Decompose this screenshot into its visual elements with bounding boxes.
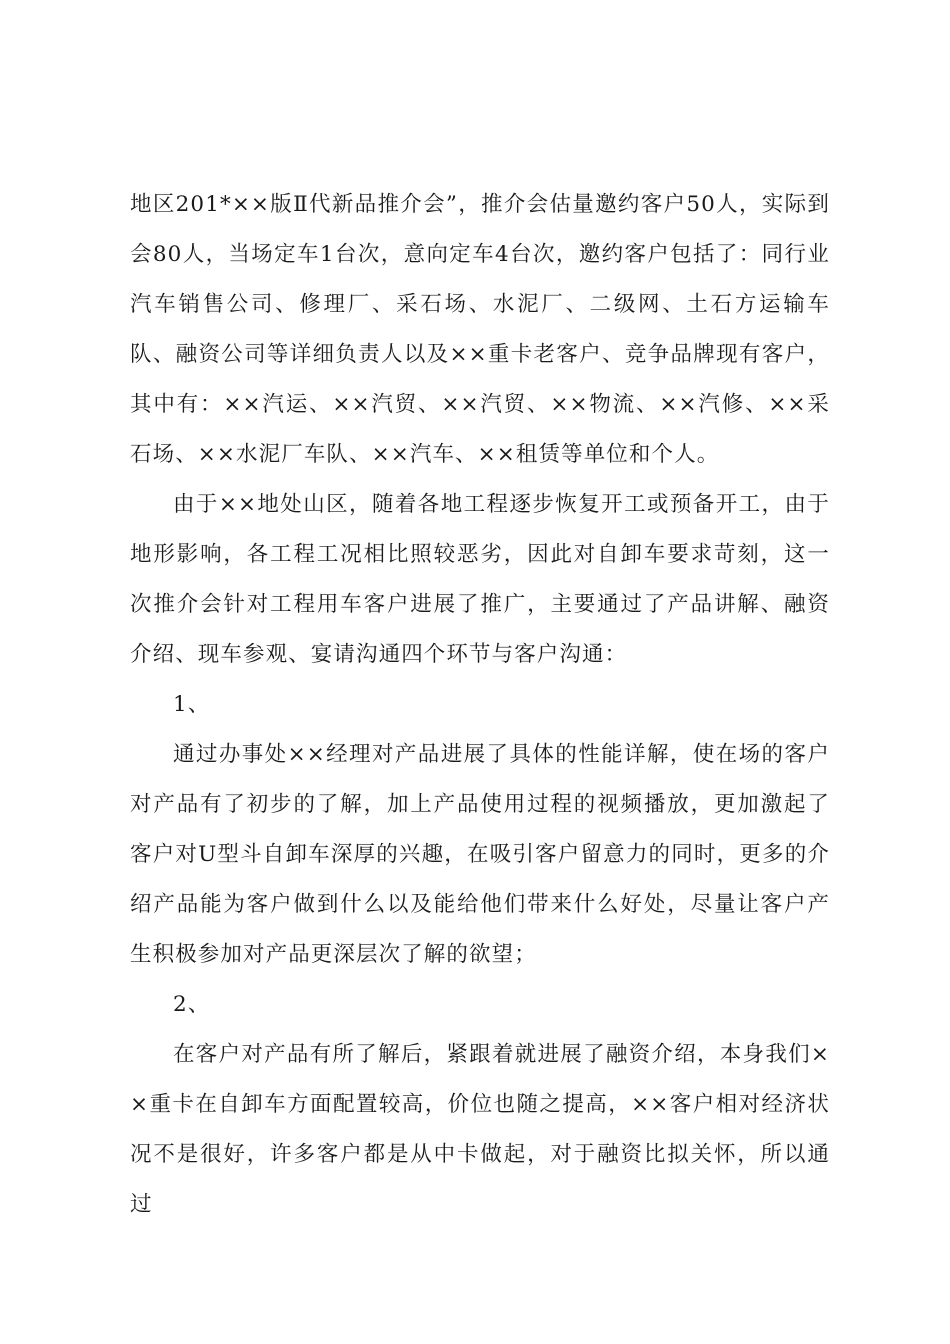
paragraph-event-background: 由于××地处山区，随着各地工程逐步恢复开工或预备开工，由于地形影响，各工程工况相比照较恶劣，因此对自卸车要求苛刻，这一次推介会针对工程用车客户进展了推广，主要通过了产品讲解、融资介绍、现车参观、宴请沟通四个环节与客户沟通： bbox=[130, 492, 830, 667]
paragraph-product-explanation: 通过办事处××经理对产品进展了具体的性能详解，使在场的客户对产品有了初步的了解，加上产品使用过程的视频播放，更加激起了客户对U型斗自卸车深厚的兴趣，在吸引客户留意力的同时，更多的介绍产品能为客户做到什么以及能给他们带来什么好处，尽量让客户产生积极参加对产品更深层次了解的欲望； bbox=[130, 742, 830, 967]
document-body bbox=[130, 180, 830, 1230]
list-marker-1: 1、 bbox=[173, 692, 211, 717]
paragraph-event-summary: 地区201*××版Ⅱ代新品推介会”，推介会估量邀约客户50人，实际到会80人，当场定车1台次，意向定车4台次，邀约客户包括了：同行业汽车销售公司、修理厂、采石场、水泥厂、二级网、土石方运输车队、融资公司等详细负责人以及××重卡老客户、竞争品牌现有客户，其中有：××汽运、××汽贸、××汽贸、××物流、××汽修、××采石场、××水泥厂车队、××汽车、××租赁等单位和个人。 bbox=[130, 192, 830, 467]
list-marker-2: 2、 bbox=[173, 992, 211, 1017]
paragraph-financing-intro: 在客户对产品有所了解后，紧跟着就进展了融资介绍，本身我们××重卡在自卸车方面配置较高，价位也随之提高，××客户相对经济状况不是很好，许多客户都是从中卡做起，对于融资比拟关怀，所以通过 bbox=[130, 1042, 830, 1217]
